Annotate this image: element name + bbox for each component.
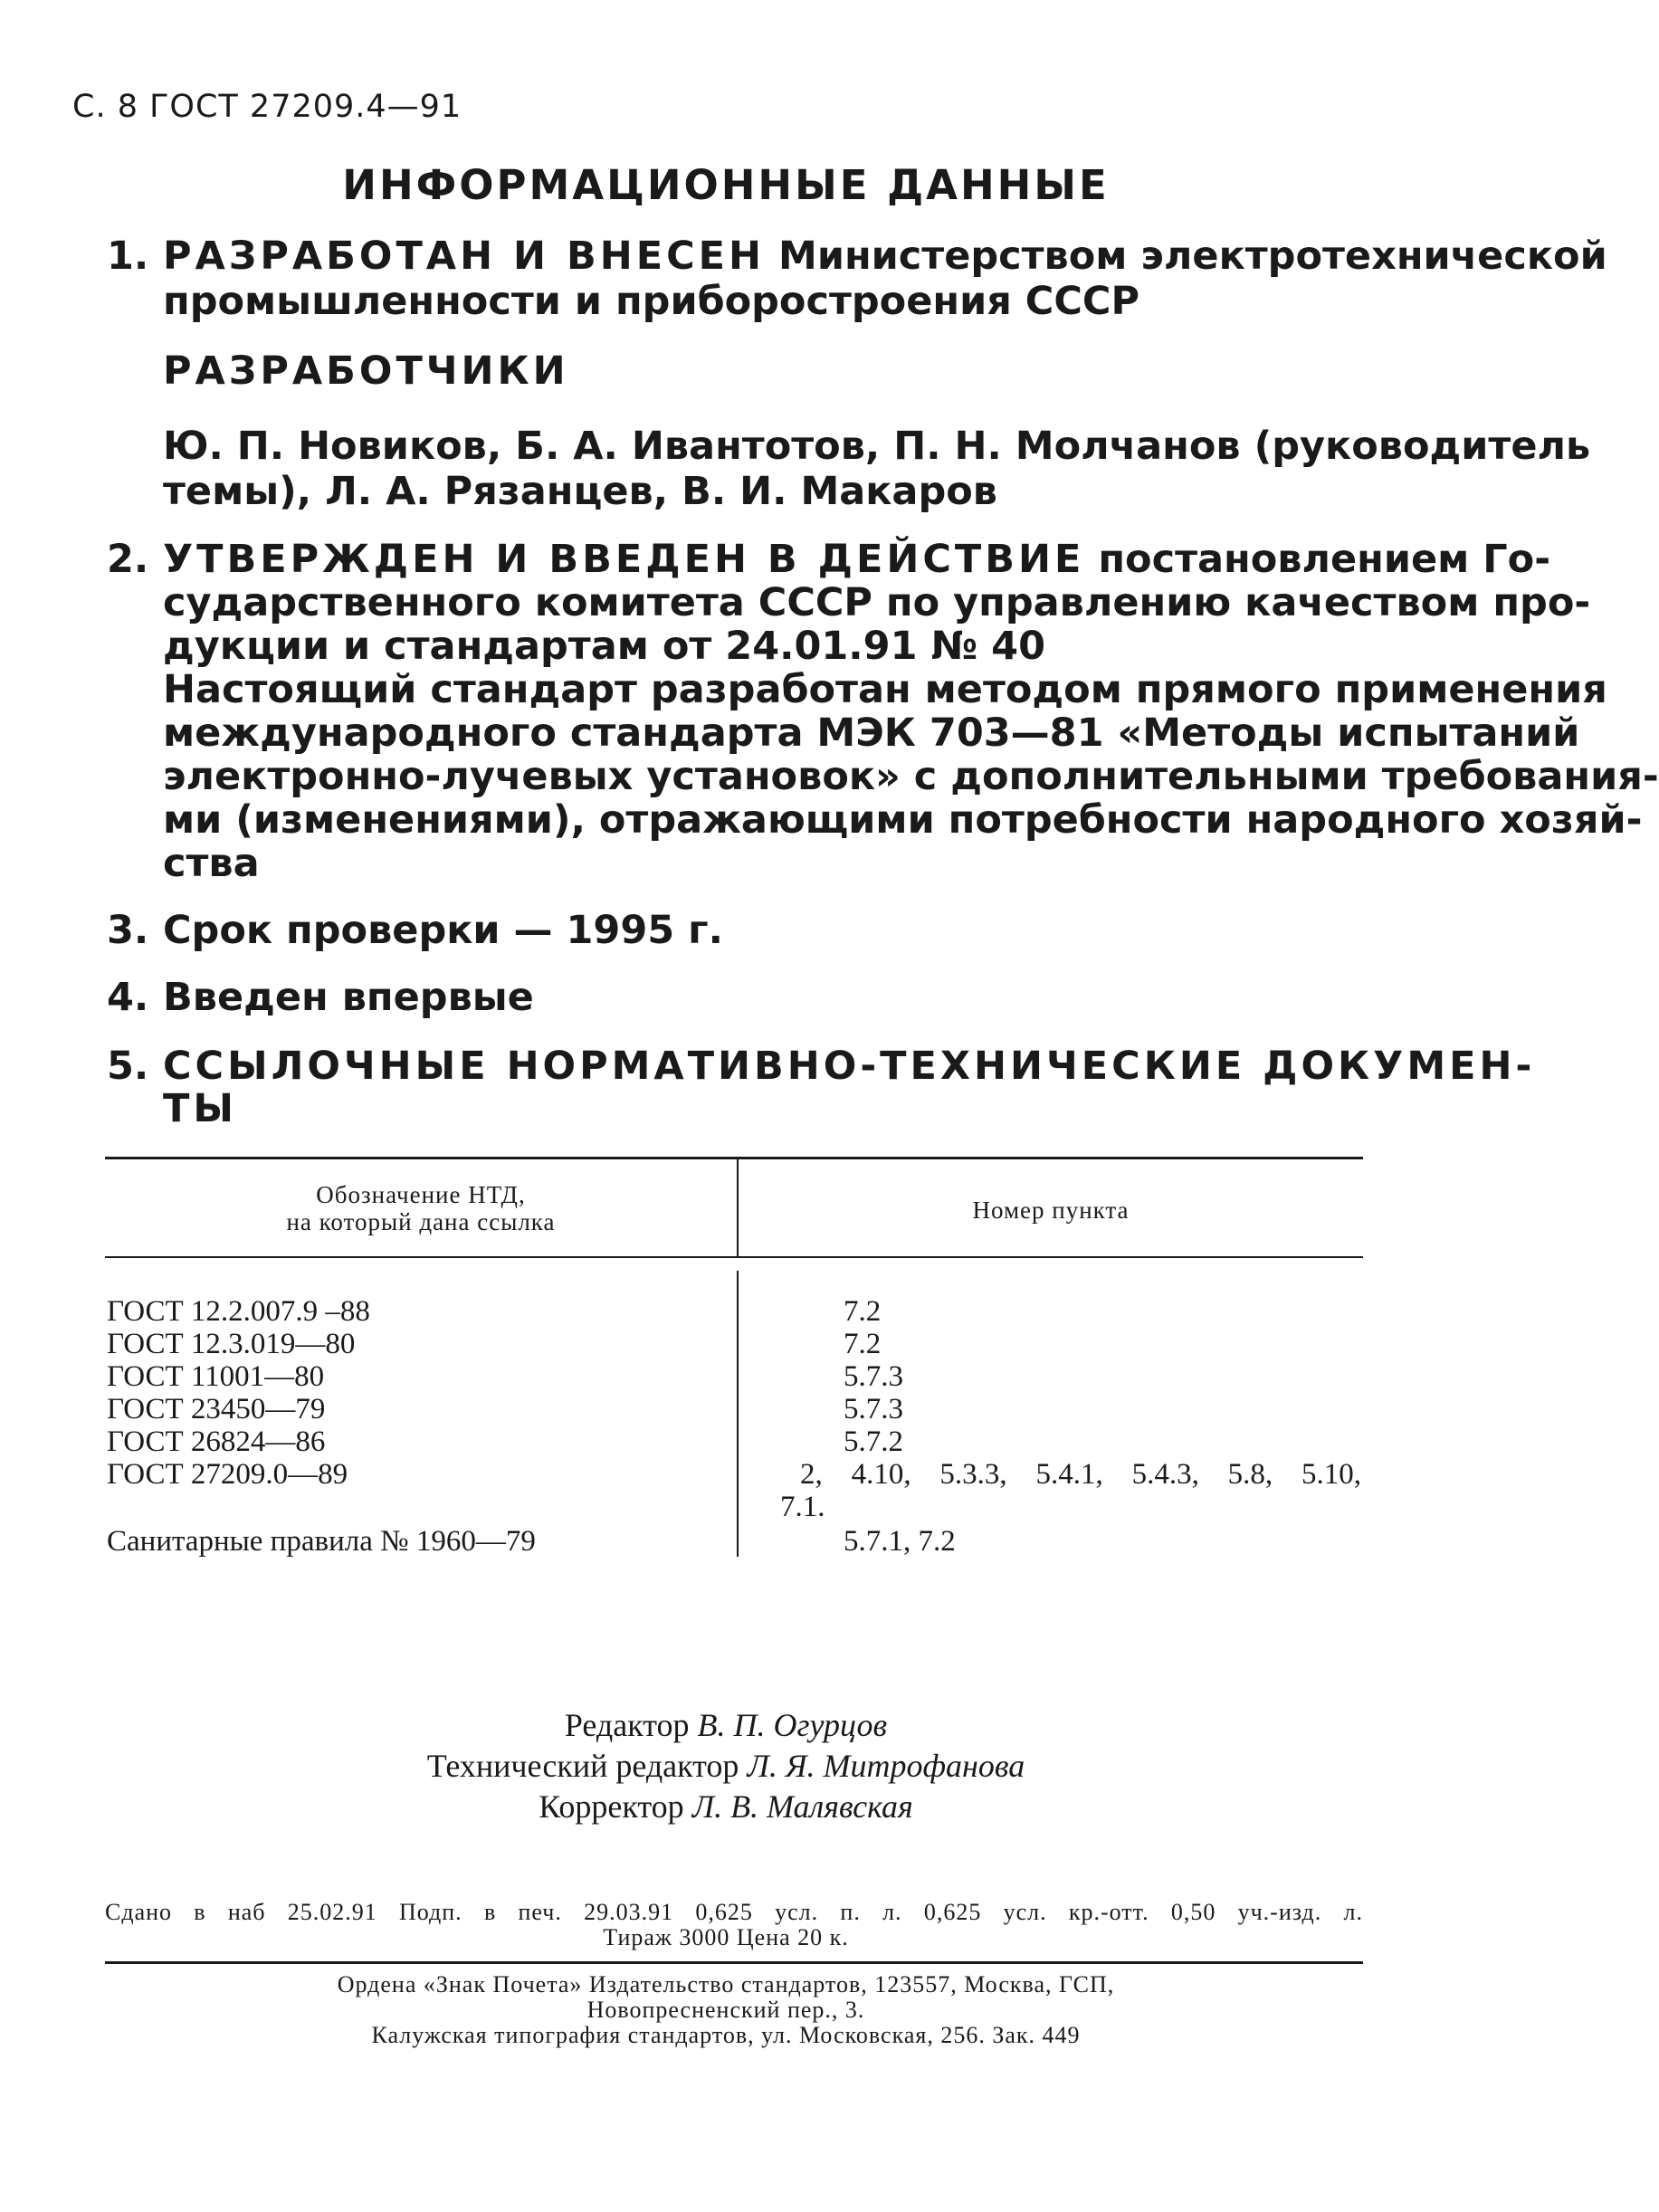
section-5-heading-2: ТЫ <box>163 1086 237 1131</box>
table-row-3-clauses: 5.7.3 <box>844 1360 903 1393</box>
imprint-line-3: Ордена «Знак Почета» Издательство стандартов, 123557, Москва, ГСП, <box>337 1971 1115 1997</box>
section-2-note-4: ми (изменениями), отражающими потребности народного хозяй- <box>163 797 1643 843</box>
section-1-text-1: Министерством электротехнической <box>778 234 1607 279</box>
table-row-3-designation: ГОСТ 11001—80 <box>107 1360 325 1393</box>
table-row-1-clauses: 7.2 <box>844 1295 882 1328</box>
running-head: С. 8 ГОСТ 27209.4—91 <box>72 89 462 125</box>
developers-line-1: Ю. П. Новиков, Б. А. Ивантотов, П. Н. Молчанов (руководитель <box>163 424 1591 469</box>
table-row-7-designation: Санитарные правила № 1960—79 <box>107 1525 536 1558</box>
table-row-4-clauses: 5.7.3 <box>844 1393 903 1425</box>
table-header-designation: Обозначение НТД, на который дана ссылка <box>286 1181 556 1235</box>
section-2-note-1: Настоящий стандарт разработан методом прямого применения <box>163 667 1607 712</box>
section-2-line-2: сударственного комитета СССР по управлению качеством про- <box>163 580 1591 625</box>
section-2-note-3: электронно-лучевых установок» с дополнительными требования- <box>163 754 1659 799</box>
table-top-rule <box>105 1157 1363 1159</box>
imprint-line-5: Калужская типография стандартов, ул. Московская, 256. Зак. 449 <box>371 2022 1081 2048</box>
imprint-line-2: Тираж 3000 Цена 20 к. <box>603 1924 849 1950</box>
section-4-text: Введен впервые <box>163 975 534 1020</box>
section-3-number: 3. <box>107 908 149 953</box>
table-header-rule <box>105 1256 1363 1258</box>
table-row-5-clauses: 5.7.2 <box>844 1425 903 1458</box>
table-header-clauses: Номер пункта <box>972 1197 1130 1224</box>
page-title: ИНФОРМАЦИОННЫЕ ДАННЫЕ <box>342 161 1110 209</box>
imprint-line-4: Новопресненский пер., 3. <box>586 1997 865 2023</box>
section-4-number: 4. <box>107 975 149 1020</box>
section-2-line-3: дукции и стандартам от 24.01.91 № 40 <box>163 624 1045 669</box>
table-row-4-designation: ГОСТ 23450—79 <box>107 1393 326 1425</box>
section-2-line-1 <box>163 537 1551 582</box>
table-row-6-clauses-cont: 7.1. <box>780 1491 825 1523</box>
table-row-6-clauses: 2, 4.10, 5.3.3, 5.4.1, 5.4.3, 5.8, 5.10, <box>800 1458 1361 1491</box>
section-1-text-2: промышленности и приборостроения СССР <box>163 279 1139 324</box>
section-5-number: 5. <box>107 1044 149 1089</box>
imprint-line-1: Сдано в наб 25.02.91 Подп. в печ. 29.03.91 0,625 усл. п. л. 0,625 усл. кр.-отт. 0,50 уч.-изд. л. <box>105 1899 1363 1925</box>
table-row-1-designation: ГОСТ 12.2.007.9 –88 <box>107 1295 370 1328</box>
imprint-rule <box>105 1961 1363 1964</box>
editor-line: Редактор В. П. Огурцов <box>564 1707 888 1743</box>
table-row-2-clauses: 7.2 <box>844 1328 882 1360</box>
proofreader-line: Корректор Л. В. Малявская <box>539 1788 913 1825</box>
section-5-heading-1: ССЫЛОЧНЫЕ НОРМАТИВНО-ТЕХНИЧЕСКИЕ ДОКУМЕН- <box>163 1044 1536 1089</box>
table-body-divider <box>737 1271 739 1557</box>
table-row-7-clauses: 5.7.1, 7.2 <box>844 1525 956 1558</box>
section-2-number: 2. <box>107 537 149 582</box>
section-2-heading: УТВЕРЖДЕН И ВВЕДЕН В ДЕЙСТВИЕ <box>163 537 1085 582</box>
section-1-line-1 <box>163 234 1607 279</box>
tech-editor-line: Технический редактор Л. Я. Митрофанова <box>426 1748 1025 1784</box>
section-2-note-2: международного стандарта МЭК 703—81 «Методы испытаний <box>163 710 1580 756</box>
section-1-number: 1. <box>107 234 149 279</box>
section-1-heading: РАЗРАБОТАН И ВНЕСЕН <box>163 234 766 279</box>
table-row-2-designation: ГОСТ 12.3.019—80 <box>107 1328 356 1360</box>
table-row-6-designation: ГОСТ 27209.0—89 <box>107 1458 348 1491</box>
section-3-text: Срок проверки — 1995 г. <box>163 908 723 953</box>
section-2-note-5: ства <box>163 841 260 886</box>
developers-line-2: темы), Л. А. Рязанцев, В. И. Макаров <box>163 469 997 514</box>
section-2-text-1: постановлением Го- <box>1098 537 1551 582</box>
developers-heading: РАЗРАБОТЧИКИ <box>163 348 569 394</box>
table-row-5-designation: ГОСТ 26824—86 <box>107 1425 326 1458</box>
